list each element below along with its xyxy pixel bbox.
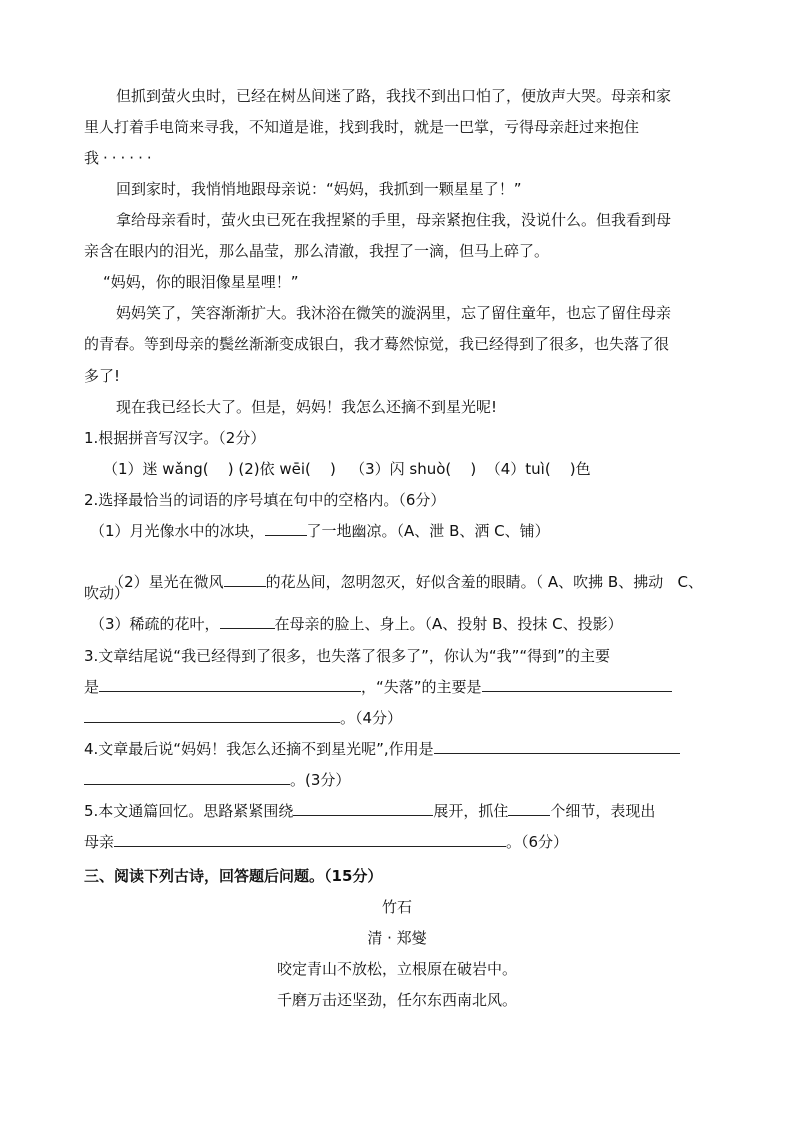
question-3-line [84,677,672,697]
question-text: ，“失落”的主要是 [361,678,482,696]
section-3-heading: 三、阅读下列古诗，回答题后问题。（15分） [84,867,383,885]
passage-line: 的青春。等到母亲的鬓丝渐渐变成银白，我才蓦然惊觉，我已经得到了很多，也失落了很 [84,335,670,353]
answer-blank[interactable] [293,801,433,816]
passage-line: 里人打着手电筒来寻我，不知道是谁，找到我时，就是一巴掌，亏得母亲赶过来抱住 [84,118,640,136]
answer-blank[interactable] [265,521,307,536]
answer-blank[interactable] [99,677,361,692]
question-text: 是 [84,678,100,696]
answer-blank[interactable] [84,708,340,723]
question-text: 母亲 [84,833,115,851]
passage-line: 我······ [84,149,156,167]
passage-line: 妈妈笑了，笑容渐渐扩大。我沐浴在微笑的漩涡里，忘了留住童年，也忘了留住母亲 [116,304,672,322]
answer-blank[interactable] [508,801,550,816]
passage-line: 多了! [84,367,121,385]
poem-title: 竹石 [381,898,412,916]
question-5-line [84,832,568,852]
passage-line: 拿给母亲看时，萤火虫已死在我捏紧的手里，母亲紧抱住我，没说什么。但我看到母 [116,211,672,229]
question-5-line [84,801,655,821]
answer-blank[interactable] [224,572,266,587]
question-text: 了一地幽凉。（A、泄 B、洒 C、铺） [306,522,550,540]
question-text: 。(3分） [290,771,351,789]
poem-line: 咬定青山不放松，立根原在破岩中。 [276,960,517,978]
question-text: 4.文章最后说“妈妈！我怎么还摘不到星光呢”,作用是 [84,740,434,758]
question-2-title: 2.选择最恰当的词语的序号填在句中的空格内。（6分） [84,491,446,509]
question-text: （3）稀疏的花叶， [90,615,220,633]
question-2-3 [90,614,623,634]
answer-blank[interactable] [482,677,672,692]
question-1-title: 1.根据拼音写汉字。（2分） [84,429,266,447]
question-2-2 [90,552,703,612]
question-text: 展开，抓住 [433,802,509,820]
question-2-1 [90,521,550,541]
poem-line: 千磨万击还坚劲，任尔东西南北风。 [276,991,517,1009]
answer-blank[interactable] [84,770,290,785]
poem-author: 清 · 郑燮 [367,929,427,947]
question-text: 在母亲的脸上、身上。（A、投射 B、投抹 C、投影） [274,615,623,633]
passage-line: 但抓到萤火虫时，已经在树丛间迷了路，我找不到出口怕了，便放声大哭。母亲和家 [116,87,672,105]
question-4-line [84,739,680,759]
question-4-line [84,770,350,790]
question-1-items: （1）迷 wǎng( ) (2)依 wēi( ) （3）闪 shuò( ) （4）tuì( )色 [103,460,591,478]
passage-line: “妈妈，你的眼泪像星星哩！” [103,273,299,291]
question-text: 个细节，表现出 [550,802,656,820]
question-3-line [84,708,402,728]
answer-blank[interactable] [114,832,506,847]
question-text: （1）月光像水中的冰块， [90,522,265,540]
question-text: 5.本文通篇回忆。思路紧紧围绕 [84,802,294,820]
passage-line: 亲含在眼内的泪光，那么晶莹，那么清澈，我捏了一滴，但马上碎了。 [84,242,550,260]
passage-line: 现在我已经长大了。但是，妈妈！我怎么还摘不到星光呢! [116,398,498,416]
question-text: 的花丛间，忽明忽灭，好似含羞的眼睛。（ A、吹拂 B、拂动 C、 [265,573,703,591]
question-text: 。（4分） [340,709,403,727]
question-text: （2）星光在微风 [109,573,224,591]
answer-blank[interactable] [220,614,275,629]
passage-line: 回到家时，我悄悄地跟母亲说：“妈妈，我抓到一颗星星了！” [116,180,522,198]
question-3-line: 3.文章结尾说“我已经得到了很多，也失落了很多了”，你认为“我”“得到”的主要 [84,647,610,665]
question-2-2-continued: 吹动） [84,584,130,602]
question-text: 。（6分） [506,833,569,851]
answer-blank[interactable] [434,739,680,754]
